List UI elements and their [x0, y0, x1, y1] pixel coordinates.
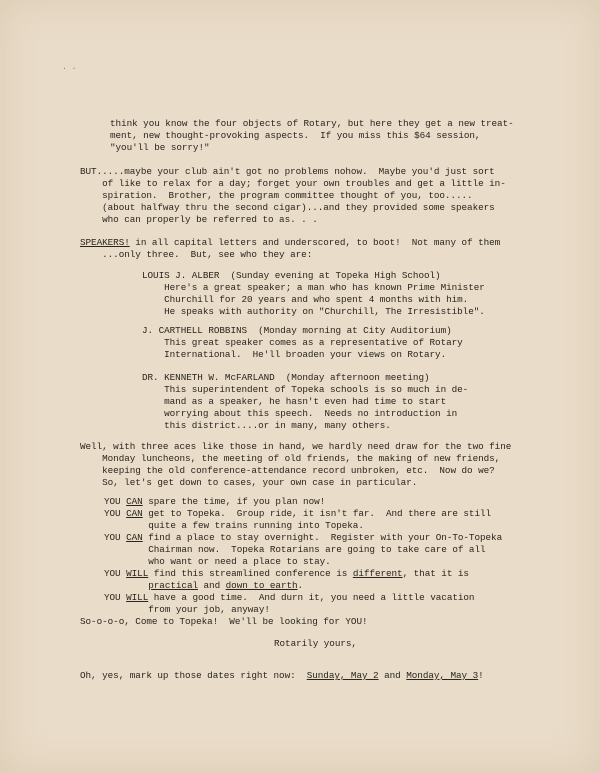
text-line — [80, 237, 500, 249]
text-segment — [104, 580, 148, 591]
text-segment: have a good time. And durn it, you need a little vacation — [148, 592, 475, 603]
postscript — [80, 670, 484, 682]
text-segment: International. He'll broaden your views on Rotary. — [142, 349, 447, 360]
text-line — [80, 616, 368, 628]
underlined-text: practical — [148, 580, 198, 591]
text-line — [80, 465, 511, 477]
text-segment: ment, new thought-provoking aspects. If you miss this $64 session, — [110, 130, 481, 141]
text-segment: who can properly be referred to as. . . — [80, 214, 318, 225]
speaker-mcfarland — [142, 372, 468, 432]
text-segment: This superintendent of Topeka schools is so much in de- — [142, 384, 469, 395]
text-segment: find this streamlined conference is — [148, 568, 353, 579]
text-segment: Rotarily yours, — [274, 638, 357, 649]
text-segment: ! — [478, 670, 484, 681]
text-segment: keeping the old conference-attendance record unbroken, etc. Now do we? — [80, 465, 495, 476]
text-segment: YOU — [104, 568, 127, 579]
text-line — [80, 453, 511, 465]
text-line — [104, 592, 502, 604]
underlined-text: SPEAKERS! — [80, 237, 130, 248]
text-line — [142, 384, 468, 396]
text-line — [80, 166, 506, 178]
text-line — [80, 670, 484, 682]
text-segment: So, let's get down to cases, your own case in particular. — [80, 477, 418, 488]
text-segment: Here's a great speaker; a man who has known Prime Minister — [142, 282, 485, 293]
text-line — [142, 337, 463, 349]
text-segment: This great speaker comes as a representative of Rotary — [142, 337, 463, 348]
page-mark: . . — [62, 62, 77, 71]
text-segment: Oh, yes, mark up those dates right now: — [80, 670, 307, 681]
text-segment: J. CARTHELL ROBBINS (Monday morning at City Auditorium) — [142, 325, 452, 336]
text-line — [104, 532, 502, 544]
text-segment: quite a few trains running into Topeka. — [104, 520, 364, 531]
but-para — [80, 166, 506, 226]
text-segment: ...only three. But, see who they are: — [80, 249, 313, 260]
text-segment: (about halfway thru the second cigar)...and they provided some speakers — [80, 202, 495, 213]
sooo-line — [80, 616, 368, 628]
text-line — [104, 556, 502, 568]
text-segment: mand as a speaker, he hasn't even had time to start — [142, 396, 447, 407]
text-line — [110, 130, 514, 142]
text-line — [80, 477, 511, 489]
underlined-text: down to earth — [225, 580, 298, 591]
text-segment: YOU — [104, 508, 127, 519]
text-segment: Chairman now. Topeka Rotarians are going to take care of all — [104, 544, 486, 555]
text-line — [274, 638, 357, 650]
text-segment: who want or need a place to stay. — [104, 556, 331, 567]
text-line — [80, 249, 500, 261]
underlined-text: WILL — [126, 592, 149, 603]
text-line — [80, 202, 506, 214]
text-line — [80, 190, 506, 202]
text-line — [80, 214, 506, 226]
text-line — [142, 270, 485, 282]
text-line — [104, 568, 502, 580]
closing — [274, 638, 357, 650]
text-segment: YOU — [104, 592, 127, 603]
text-segment: YOU — [104, 532, 127, 543]
text-line — [110, 142, 514, 154]
text-line — [110, 118, 514, 130]
text-segment: Well, with three aces like those in hand, we hardly need draw for the two fine — [80, 441, 512, 452]
text-line — [142, 420, 468, 432]
text-segment: , that it is — [402, 568, 469, 579]
text-segment: of like to relax for a day; forget your own troubles and get a little in- — [80, 178, 506, 189]
underlined-text: WILL — [126, 568, 149, 579]
text-segment: Churchill for 20 years and who spent 4 months with him. — [142, 294, 469, 305]
text-segment: BUT.....maybe your club ain't got no problems nohow. Maybe you'd just sort — [80, 166, 495, 177]
text-line — [142, 282, 485, 294]
text-line — [104, 496, 502, 508]
text-line — [104, 508, 502, 520]
speaker-alber — [142, 270, 485, 318]
text-segment: . — [297, 580, 304, 591]
speaker-robbins — [142, 325, 463, 361]
text-segment: from your job, anyway! — [104, 604, 270, 615]
underlined-text: different — [352, 568, 403, 579]
text-segment: "you'll be sorry!" — [110, 142, 210, 153]
speakers-para — [80, 237, 500, 261]
text-segment: in all capital letters and underscored, to boot! Not many of them — [129, 237, 501, 248]
underlined-text: CAN — [126, 508, 143, 519]
you-list — [104, 496, 502, 616]
text-line — [104, 604, 502, 616]
text-line — [104, 580, 502, 592]
intro-para — [110, 118, 514, 154]
text-segment: worrying about this speech. Needs no introduction in — [142, 408, 458, 419]
text-segment: think you know the four objects of Rotary, but here they get a new treat- — [110, 118, 514, 129]
text-line — [80, 178, 506, 190]
text-line — [104, 544, 502, 556]
text-segment: DR. KENNETH W. McFARLAND (Monday afternoon meeting) — [142, 372, 430, 383]
text-line — [142, 372, 468, 384]
text-line — [142, 408, 468, 420]
text-segment: and — [198, 580, 226, 591]
text-segment: and — [378, 670, 407, 681]
text-line — [104, 520, 502, 532]
text-segment: He speaks with authority on "Churchill, The Irresistible". — [142, 306, 485, 317]
underlined-text: Sunday, May 2 — [306, 670, 379, 681]
underlined-text: Monday, May 3 — [406, 670, 479, 681]
underlined-text: CAN — [126, 532, 143, 543]
text-segment: this district....or in many, many others. — [142, 420, 391, 431]
text-line — [142, 294, 485, 306]
text-segment: spare the time, if you plan now! — [142, 496, 326, 507]
text-line — [142, 325, 463, 337]
underlined-text: CAN — [126, 496, 143, 507]
well-para — [80, 441, 511, 489]
text-segment: So-o-o-o, Come to Topeka! We'll be looking for YOU! — [80, 616, 368, 627]
text-segment: YOU — [104, 496, 127, 507]
text-line — [142, 306, 485, 318]
text-segment: find a place to stay overnight. Register with your On-To-Topeka — [142, 532, 503, 543]
text-segment: LOUIS J. ALBER (Sunday evening at Topeka High School) — [142, 270, 441, 281]
text-segment: spiration. Brother, the program committee thought of you, too..... — [80, 190, 473, 201]
text-segment: Monday luncheons, the meeting of old friends, the making of new friends, — [80, 453, 501, 464]
text-line — [142, 349, 463, 361]
text-line — [80, 441, 511, 453]
text-segment: get to Topeka. Group ride, it isn't far. And there are still — [142, 508, 492, 519]
text-line — [142, 396, 468, 408]
